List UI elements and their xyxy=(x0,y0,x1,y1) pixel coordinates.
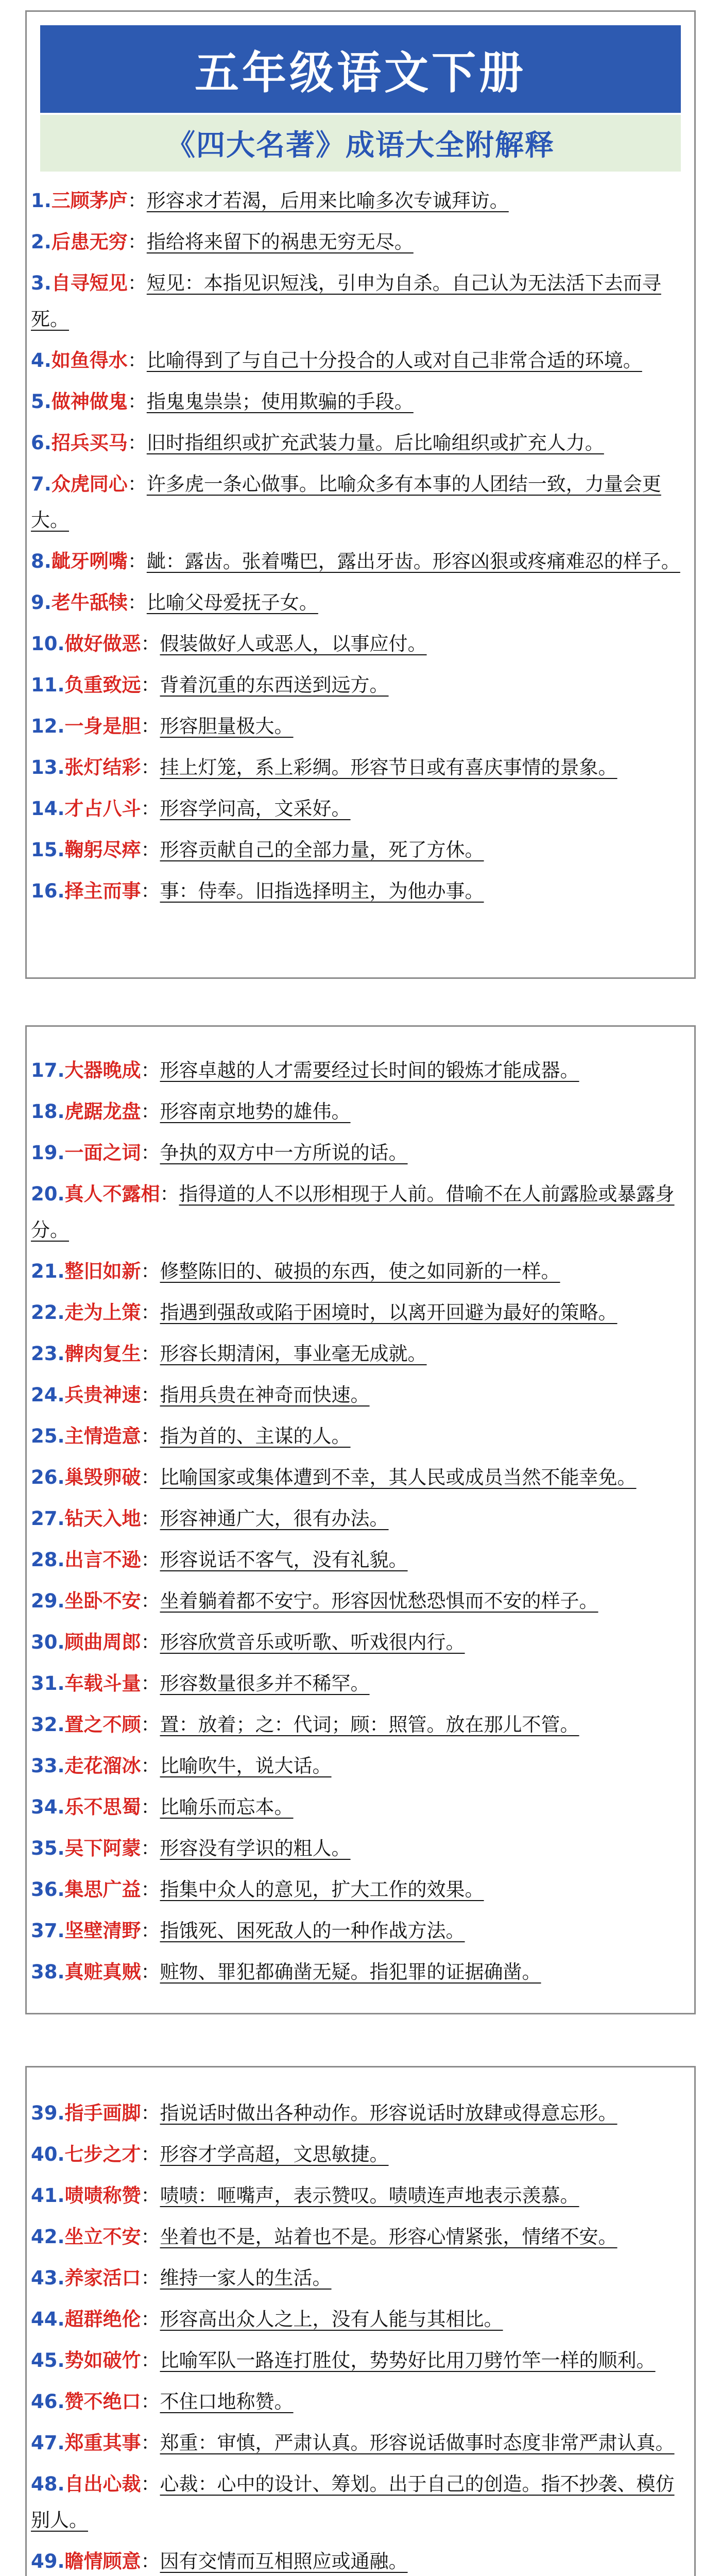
idiom-definition: 郑重：审慎，严肃认真。形容说话做事时态度非常严肃认真。 xyxy=(160,2432,675,2454)
idiom-definition: 比喻父母爱抚子女。 xyxy=(146,591,318,614)
idiom-separator: ： xyxy=(141,1549,160,1571)
page-subtitle: 《四大名著》成语大全附解释 xyxy=(40,115,681,172)
idiom-separator: ： xyxy=(141,839,160,861)
idiom-word: 坐立不安 xyxy=(64,2226,141,2248)
idiom-definition: 比喻吹牛，说大话。 xyxy=(160,1755,332,1777)
idiom-definition: 不住口地称赞。 xyxy=(160,2391,294,2413)
idiom-card-1 xyxy=(25,10,696,979)
idiom-entry xyxy=(31,1460,687,1496)
idiom-entry xyxy=(31,1666,687,1702)
idiom-definition: 置：放着；之：代词；顾：照管。放在那儿不管。 xyxy=(160,1714,579,1736)
idiom-word: 主情造意 xyxy=(64,1425,141,1447)
idiom-word: 集思广益 xyxy=(64,1878,141,1901)
idiom-definition: 形容学问高，文采好。 xyxy=(160,798,351,820)
idiom-word: 瞻情顾意 xyxy=(64,2550,141,2572)
idiom-number: 6. xyxy=(31,432,52,454)
idiom-entry xyxy=(31,1913,687,1949)
idiom-entry xyxy=(31,1707,687,1743)
idiom-separator: ： xyxy=(127,432,147,454)
idiom-number: 10. xyxy=(31,633,65,655)
idiom-entry xyxy=(31,466,687,538)
idiom-separator: ： xyxy=(141,1343,160,1365)
idiom-word: 钻天入地 xyxy=(64,1507,141,1530)
idiom-definition: 形容南京地势的雄伟。 xyxy=(160,1100,351,1123)
idiom-definition: 形容高出众人之上，没有人能与其相比。 xyxy=(160,2308,503,2330)
idiom-definition: 形容没有学识的粗人。 xyxy=(160,1837,351,1859)
idiom-separator: ： xyxy=(141,2102,160,2124)
idiom-number: 12. xyxy=(31,715,65,737)
idiom-number: 37. xyxy=(31,1920,65,1942)
idiom-card-3 xyxy=(25,2066,696,2576)
idiom-word: 出言不逊 xyxy=(64,1549,141,1571)
idiom-word: 顾曲周郎 xyxy=(64,1631,141,1653)
idiom-entry xyxy=(31,1789,687,1825)
idiom-entry xyxy=(31,1135,687,1171)
idiom-number: 18. xyxy=(31,1100,65,1123)
idiom-definition: 啧啧：咂嘴声，表示赞叹。啧啧连声地表示羡慕。 xyxy=(160,2184,579,2207)
page-title: 五年级语文下册 xyxy=(40,25,681,113)
idiom-word: 郑重其事 xyxy=(64,2432,141,2454)
idiom-entry xyxy=(31,2137,687,2173)
idiom-word: 大器晚成 xyxy=(64,1059,141,1081)
idiom-definition: 指给将来留下的祸患无穷无尽。 xyxy=(146,231,414,253)
idiom-word: 择主而事 xyxy=(64,880,141,902)
idiom-entry xyxy=(31,2178,687,2214)
idiom-entry xyxy=(31,544,687,580)
idiom-word: 车载斗量 xyxy=(64,1672,141,1694)
idiom-number: 23. xyxy=(31,1343,65,1365)
idiom-separator: ： xyxy=(141,1631,160,1653)
idiom-word: 鞠躬尽瘁 xyxy=(64,839,141,861)
idiom-word: 龇牙咧嘴 xyxy=(51,550,128,572)
idiom-separator: ： xyxy=(127,391,147,413)
idiom-separator: ： xyxy=(160,1183,179,1205)
idiom-separator: ： xyxy=(141,1142,160,1164)
idiom-separator: ： xyxy=(127,272,147,294)
idiom-definition: 心裁：心中的设计、筹划。出于自己的创造。指不抄袭、模仿别人。 xyxy=(31,2473,675,2531)
idiom-number: 9. xyxy=(31,591,52,614)
idiom-definition: 形容卓越的人才需要经过长时间的锻炼才能成器。 xyxy=(160,1059,579,1081)
idiom-word: 招兵买马 xyxy=(51,432,128,454)
idiom-entry xyxy=(31,667,687,703)
idiom-word: 巢毁卵破 xyxy=(64,1466,141,1488)
idiom-number: 24. xyxy=(31,1384,65,1406)
idiom-separator: ： xyxy=(141,1755,160,1777)
idiom-list-2 xyxy=(31,1053,687,1995)
idiom-separator: ： xyxy=(141,674,160,696)
idiom-definition: 指鬼鬼祟祟；使用欺骗的手段。 xyxy=(146,391,414,413)
idiom-definition: 形容欣赏音乐或听歌、听戏很内行。 xyxy=(160,1631,465,1653)
idiom-separator: ： xyxy=(141,1920,160,1942)
idiom-definition: 比喻国家或集体遭到不幸，其人民或成员当然不能幸免。 xyxy=(160,1466,637,1488)
idiom-definition: 坐着也不是，站着也不是。形容心情紧张，情绪不安。 xyxy=(160,2226,617,2248)
idiom-word: 势如破竹 xyxy=(64,2349,141,2371)
idiom-definition: 形容神通广大，很有办法。 xyxy=(160,1507,389,1530)
idiom-word: 啧啧称赞 xyxy=(64,2184,141,2207)
idiom-word: 一身是胆 xyxy=(64,715,141,737)
idiom-definition: 指饿死、困死敌人的一种作战方法。 xyxy=(160,1920,465,1942)
idiom-entry xyxy=(31,1094,687,1130)
idiom-number: 4. xyxy=(31,349,52,371)
idiom-word: 坚壁清野 xyxy=(64,1920,141,1942)
idiom-number: 13. xyxy=(31,756,65,778)
idiom-word: 吴下阿蒙 xyxy=(64,1837,141,1859)
idiom-separator: ： xyxy=(141,798,160,820)
idiom-word: 张灯结彩 xyxy=(64,756,141,778)
idiom-entry xyxy=(31,265,687,337)
idiom-separator: ： xyxy=(141,1260,160,1282)
idiom-word: 超群绝伦 xyxy=(64,2308,141,2330)
idiom-definition: 比喻乐而忘本。 xyxy=(160,1796,294,1818)
idiom-word: 指手画脚 xyxy=(64,2102,141,2124)
idiom-number: 16. xyxy=(31,880,65,902)
idiom-separator: ： xyxy=(141,1507,160,1530)
idiom-word: 赞不绝口 xyxy=(64,2391,141,2413)
idiom-number: 35. xyxy=(31,1837,65,1859)
idiom-entry xyxy=(31,183,687,219)
idiom-number: 49. xyxy=(31,2550,65,2572)
idiom-word: 如鱼得水 xyxy=(51,349,128,371)
idiom-number: 17. xyxy=(31,1059,65,1081)
idiom-number: 34. xyxy=(31,1796,65,1818)
idiom-definition: 争执的双方中一方所说的话。 xyxy=(160,1142,408,1164)
idiom-entry xyxy=(31,2095,687,2131)
idiom-word: 虎踞龙盘 xyxy=(64,1100,141,1123)
idiom-entry xyxy=(31,1053,687,1089)
idiom-entry xyxy=(31,1253,687,1290)
idiom-definition: 龇：露齿。张着嘴巴，露出牙齿。形容凶狠或疼痛难忍的样子。 xyxy=(146,550,680,572)
idiom-entry xyxy=(31,1418,687,1454)
idiom-word: 髀肉复生 xyxy=(64,1343,141,1365)
idiom-separator: ： xyxy=(141,880,160,902)
idiom-entry xyxy=(31,708,687,744)
idiom-definition: 形容长期清闲，事业毫无成就。 xyxy=(160,1343,427,1365)
idiom-entry xyxy=(31,224,687,260)
idiom-word: 老牛舐犊 xyxy=(51,591,128,614)
idiom-number: 29. xyxy=(31,1590,65,1612)
idiom-entry xyxy=(31,1624,687,1660)
idiom-definition: 假装做好人或恶人，以事应付。 xyxy=(160,633,427,655)
idiom-separator: ： xyxy=(141,1384,160,1406)
idiom-entry xyxy=(31,873,687,909)
idiom-entry xyxy=(31,1295,687,1331)
idiom-number: 44. xyxy=(31,2308,65,2330)
idiom-number: 42. xyxy=(31,2226,65,2248)
idiom-number: 27. xyxy=(31,1507,65,1530)
idiom-list-1 xyxy=(31,183,687,914)
idiom-word: 众虎同心 xyxy=(51,473,128,495)
idiom-separator: ： xyxy=(141,2550,160,2572)
idiom-definition: 形容贡献自己的全部力量，死了方休。 xyxy=(160,839,484,861)
idiom-entry xyxy=(31,1872,687,1908)
idiom-entry xyxy=(31,832,687,868)
idiom-separator: ： xyxy=(127,473,147,495)
idiom-entry xyxy=(31,2301,687,2337)
idiom-entry xyxy=(31,2425,687,2461)
idiom-entry xyxy=(31,2260,687,2296)
idiom-definition: 挂上灯笼，系上彩绸。形容节日或有喜庆事情的景象。 xyxy=(160,756,617,778)
idiom-word: 负重致远 xyxy=(64,674,141,696)
idiom-word: 真人不露相 xyxy=(64,1183,160,1205)
idiom-word: 整旧如新 xyxy=(64,1260,141,1282)
idiom-definition: 旧时指组织或扩充武装力量。后比喻组织或扩充人力。 xyxy=(146,432,604,454)
idiom-word: 坐卧不安 xyxy=(64,1590,141,1612)
idiom-definition: 指得道的人不以形相现于人前。借喻不在人前露脸或暴露身分。 xyxy=(31,1183,675,1241)
idiom-definition: 坐着躺着都不安宁。形容因忧愁恐惧而不安的样子。 xyxy=(160,1590,598,1612)
idiom-word: 乐不思蜀 xyxy=(64,1796,141,1818)
idiom-separator: ： xyxy=(141,2143,160,2165)
idiom-separator: ： xyxy=(141,633,160,655)
idiom-separator: ： xyxy=(141,2473,160,2495)
idiom-word: 走为上策 xyxy=(64,1301,141,1324)
idiom-word: 真赃真贼 xyxy=(64,1961,141,1983)
idiom-separator: ： xyxy=(141,1059,160,1081)
idiom-word: 自出心裁 xyxy=(64,2473,141,2495)
idiom-word: 兵贵神速 xyxy=(64,1384,141,1406)
idiom-word: 养家活口 xyxy=(64,2267,141,2289)
idiom-entry xyxy=(31,1583,687,1619)
idiom-word: 自寻短见 xyxy=(51,272,128,294)
idiom-definition: 赃物、罪犯都确凿无疑。指犯罪的证据确凿。 xyxy=(160,1961,541,1983)
idiom-number: 7. xyxy=(31,473,52,495)
idiom-number: 26. xyxy=(31,1466,65,1488)
idiom-separator: ： xyxy=(141,1466,160,1488)
idiom-definition: 比喻得到了与自己十分投合的人或对自己非常合适的环境。 xyxy=(146,349,642,371)
idiom-entry xyxy=(31,585,687,621)
idiom-entry xyxy=(31,791,687,827)
idiom-entry xyxy=(31,384,687,420)
idiom-separator: ： xyxy=(141,2308,160,2330)
idiom-word: 置之不顾 xyxy=(64,1714,141,1736)
idiom-number: 25. xyxy=(31,1425,65,1447)
idiom-entry xyxy=(31,2219,687,2255)
idiom-separator: ： xyxy=(141,1837,160,1859)
idiom-separator: ： xyxy=(141,2391,160,2413)
idiom-definition: 修整陈旧的、破损的东西，使之如同新的一样。 xyxy=(160,1260,560,1282)
idiom-number: 31. xyxy=(31,1672,65,1694)
idiom-number: 46. xyxy=(31,2391,65,2413)
idiom-number: 14. xyxy=(31,798,65,820)
idiom-separator: ： xyxy=(141,1714,160,1736)
idiom-definition: 比喻军队一路连打胜仗，势势好比用刀劈竹竿一样的顺利。 xyxy=(160,2349,656,2371)
idiom-number: 2. xyxy=(31,231,52,253)
idiom-separator: ： xyxy=(141,1878,160,1901)
idiom-entry xyxy=(31,425,687,461)
idiom-definition: 指用兵贵在神奇而快速。 xyxy=(160,1384,370,1406)
idiom-number: 38. xyxy=(31,1961,65,1983)
idiom-word: 做神做鬼 xyxy=(51,391,128,413)
idiom-entry xyxy=(31,626,687,662)
idiom-number: 3. xyxy=(31,272,52,294)
idiom-number: 15. xyxy=(31,839,65,861)
idiom-entry xyxy=(31,1377,687,1413)
idiom-separator: ： xyxy=(127,190,147,212)
idiom-definition: 短见：本指见识短浅，引申为自杀。自己认为无法活下去而寻死。 xyxy=(31,272,661,330)
idiom-separator: ： xyxy=(141,2226,160,2248)
idiom-number: 19. xyxy=(31,1142,65,1164)
idiom-number: 32. xyxy=(31,1714,65,1736)
idiom-separator: ： xyxy=(141,2184,160,2207)
idiom-separator: ： xyxy=(141,1590,160,1612)
idiom-entry xyxy=(31,2384,687,2420)
idiom-entry xyxy=(31,2544,687,2576)
idiom-entry xyxy=(31,1954,687,1990)
idiom-entry xyxy=(31,2466,687,2538)
idiom-separator: ： xyxy=(141,1100,160,1123)
idiom-separator: ： xyxy=(141,2432,160,2454)
idiom-list-3 xyxy=(31,2095,687,2576)
idiom-word: 后患无穷 xyxy=(51,231,128,253)
idiom-separator: ： xyxy=(127,591,147,614)
idiom-definition: 形容说话不客气，没有礼貌。 xyxy=(160,1549,408,1571)
idiom-entry xyxy=(31,1542,687,1578)
idiom-definition: 指遇到强敌或陷于困境时，以离开回避为最好的策略。 xyxy=(160,1301,617,1324)
idiom-definition: 许多虎一条心做事。比喻众多有本事的人团结一致，力量会更大。 xyxy=(31,473,661,531)
idiom-definition: 形容求才若渴，后用来比喻多次专诚拜访。 xyxy=(146,190,509,212)
idiom-separator: ： xyxy=(141,1796,160,1818)
idiom-number: 20. xyxy=(31,1183,65,1205)
idiom-separator: ： xyxy=(127,349,147,371)
idiom-definition: 维持一家人的生活。 xyxy=(160,2267,332,2289)
idiom-definition: 形容胆量极大。 xyxy=(160,715,294,737)
idiom-separator: ： xyxy=(141,2349,160,2371)
idiom-word: 三顾茅庐 xyxy=(51,190,128,212)
idiom-entry xyxy=(31,1831,687,1867)
idiom-separator: ： xyxy=(141,2267,160,2289)
idiom-number: 5. xyxy=(31,391,52,413)
idiom-separator: ： xyxy=(141,1961,160,1983)
idiom-word: 一面之词 xyxy=(64,1142,141,1164)
idiom-number: 8. xyxy=(31,550,52,572)
idiom-number: 11. xyxy=(31,674,65,696)
idiom-word: 做好做恶 xyxy=(64,633,141,655)
idiom-number: 47. xyxy=(31,2432,65,2454)
idiom-card-2 xyxy=(25,1025,696,2014)
idiom-separator: ： xyxy=(141,1301,160,1324)
idiom-number: 21. xyxy=(31,1260,65,1282)
idiom-number: 36. xyxy=(31,1878,65,1901)
idiom-entry xyxy=(31,2343,687,2379)
idiom-definition: 形容数量很多并不稀罕。 xyxy=(160,1672,370,1694)
idiom-entry xyxy=(31,1336,687,1372)
idiom-separator: ： xyxy=(127,231,147,253)
idiom-entry xyxy=(31,1176,687,1248)
idiom-definition: 因有交情而互相照应或通融。 xyxy=(160,2550,408,2572)
idiom-separator: ： xyxy=(141,1425,160,1447)
idiom-number: 48. xyxy=(31,2473,65,2495)
idiom-entry xyxy=(31,1501,687,1537)
idiom-definition: 指集中众人的意见，扩大工作的效果。 xyxy=(160,1878,484,1901)
idiom-number: 33. xyxy=(31,1755,65,1777)
idiom-number: 22. xyxy=(31,1301,65,1324)
idiom-separator: ： xyxy=(127,550,147,572)
idiom-entry xyxy=(31,343,687,379)
idiom-word: 才占八斗 xyxy=(64,798,141,820)
idiom-definition: 事：侍奉。旧指选择明主，为他办事。 xyxy=(160,880,484,902)
idiom-separator: ： xyxy=(141,715,160,737)
idiom-separator: ： xyxy=(141,1672,160,1694)
idiom-number: 1. xyxy=(31,190,52,212)
idiom-number: 39. xyxy=(31,2102,65,2124)
idiom-word: 七步之才 xyxy=(64,2143,141,2165)
idiom-number: 45. xyxy=(31,2349,65,2371)
idiom-number: 41. xyxy=(31,2184,65,2207)
idiom-entry xyxy=(31,750,687,786)
idiom-word: 走花溜冰 xyxy=(64,1755,141,1777)
idiom-definition: 指为首的、主谋的人。 xyxy=(160,1425,351,1447)
idiom-definition: 形容才学高超，文思敏捷。 xyxy=(160,2143,389,2165)
idiom-number: 30. xyxy=(31,1631,65,1653)
idiom-definition: 指说话时做出各种动作。形容说话时放肆或得意忘形。 xyxy=(160,2102,617,2124)
idiom-separator: ： xyxy=(141,756,160,778)
idiom-entry xyxy=(31,1748,687,1784)
idiom-definition: 背着沉重的东西送到远方。 xyxy=(160,674,389,696)
idiom-number: 28. xyxy=(31,1549,65,1571)
idiom-number: 40. xyxy=(31,2143,65,2165)
idiom-number: 43. xyxy=(31,2267,65,2289)
